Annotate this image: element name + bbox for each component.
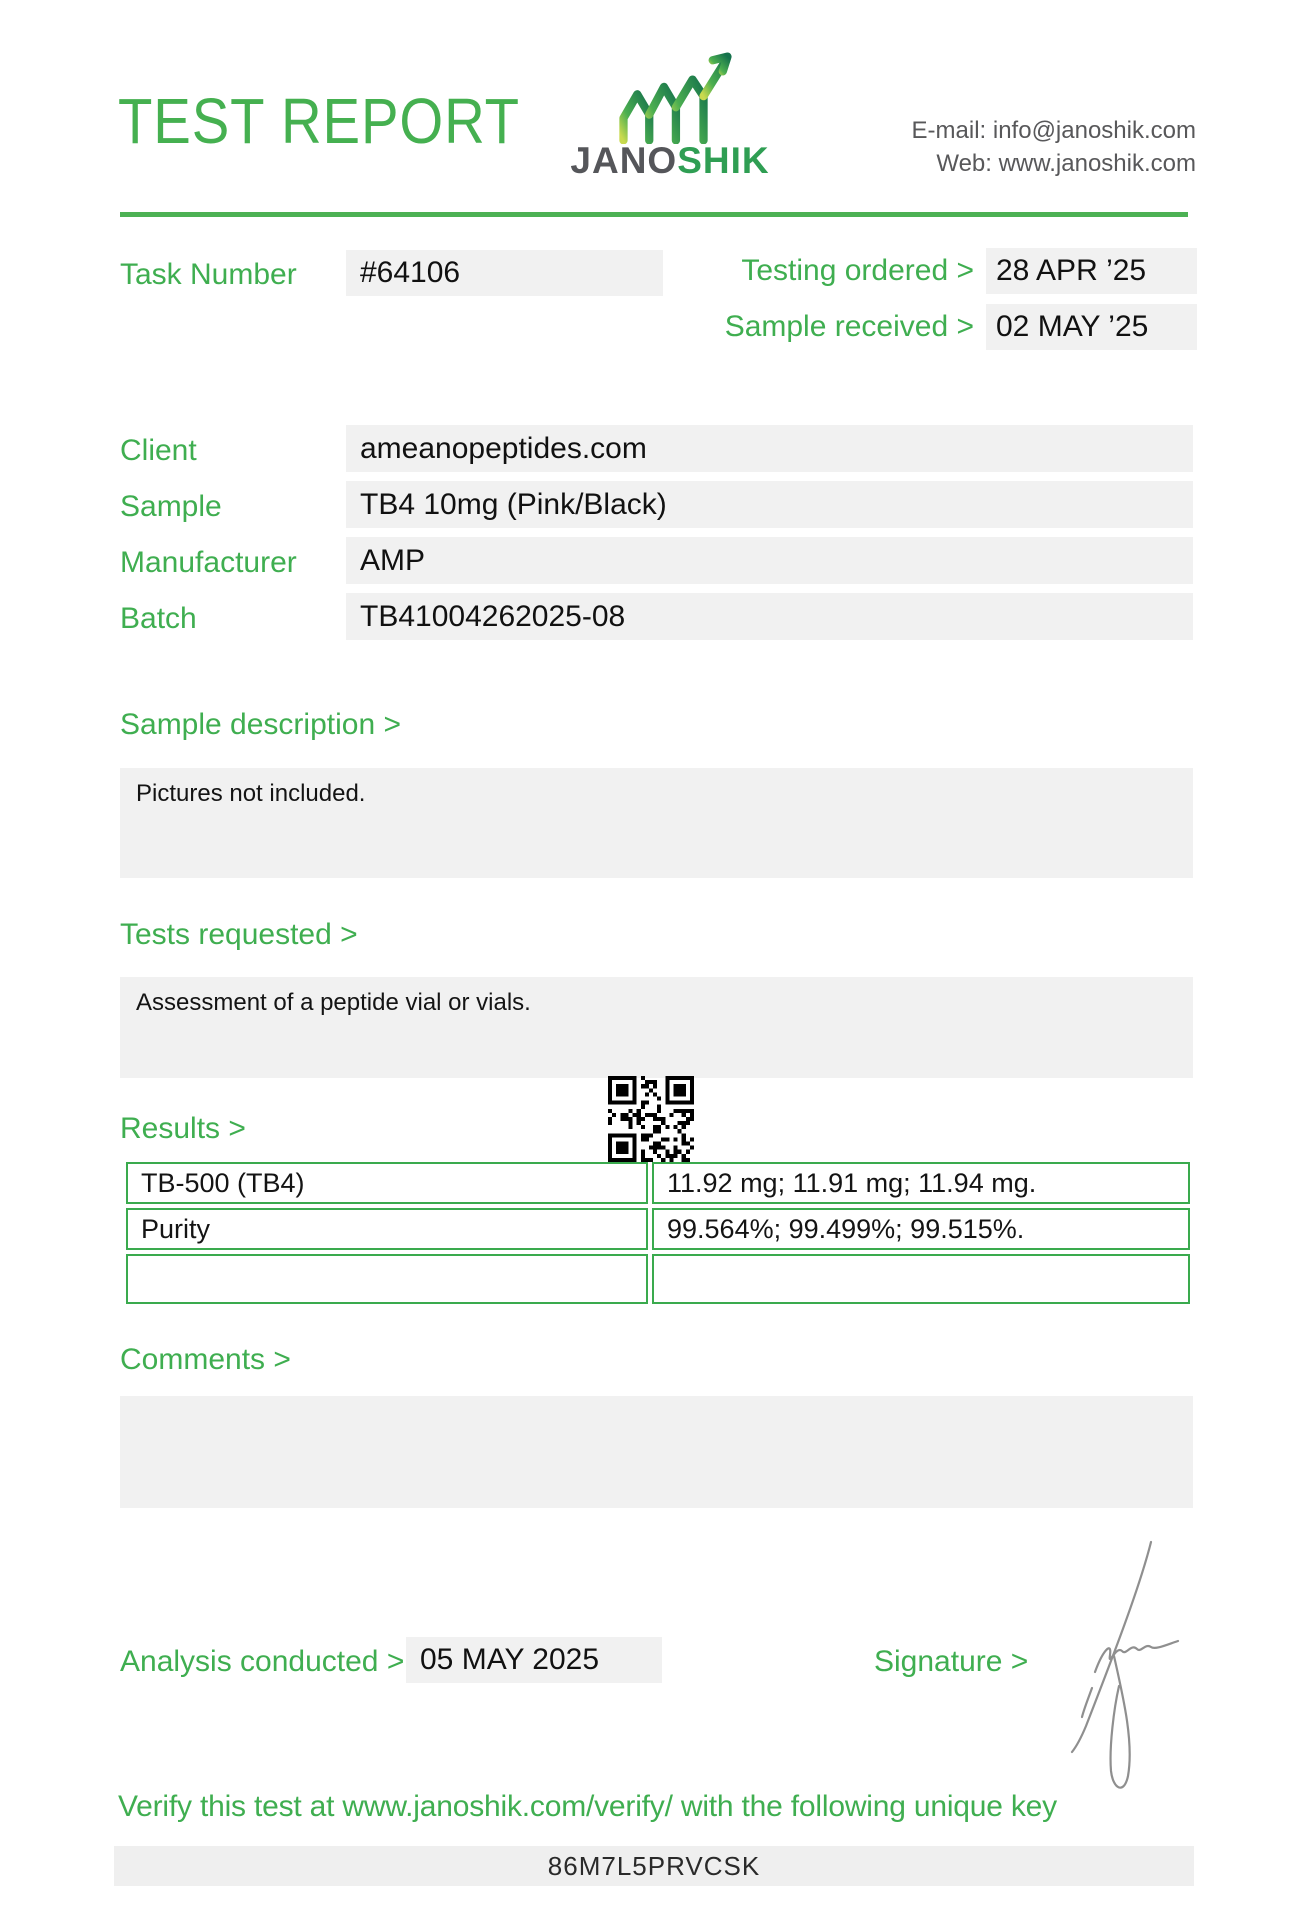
sample-received-label: Sample received > [724,310,974,343]
table-row [126,1162,1190,1204]
testing-ordered-label: Testing ordered > [741,254,974,287]
contact-block [912,114,1196,180]
task-number-value: #64106 [346,250,663,296]
tests-requested-heading: Tests requested > [120,918,358,951]
manufacturer-value: AMP [346,537,1193,584]
batch-label: Batch [120,602,197,635]
testing-ordered-value: 28 APR ’25 [986,248,1197,294]
results-heading: Results > [120,1112,246,1145]
unique-key-value: 86M7L5PRVCSK [114,1846,1194,1886]
header-divider [120,212,1188,217]
qr-code [608,1076,694,1162]
wordmark-suffix: SHIK [677,140,770,181]
result-name: Purity [126,1208,648,1250]
comments-box [120,1396,1193,1508]
result-name: TB-500 (TB4) [126,1162,648,1204]
contact-email: E-mail: info@janoshik.com [911,117,1196,144]
sample-received-row [725,304,1197,350]
table-row [126,1208,1190,1250]
batch-value: TB41004262025-08 [346,593,1193,640]
comments-heading: Comments > [120,1343,291,1376]
result-value: 99.564%; 99.499%; 99.515%. [652,1208,1190,1250]
result-name [126,1254,648,1304]
tests-requested-box: Assessment of a peptide vial or vials. [120,977,1193,1078]
testing-ordered-row [741,248,1197,294]
verify-instruction: Verify this test at www.janoshik.com/verify/ with the following unique key [118,1790,1057,1823]
results-table [122,1158,1194,1308]
result-value [652,1254,1190,1304]
contact-web: Web: www.janoshik.com [936,150,1196,177]
signature-label: Signature > [874,1645,1029,1678]
sample-label: Sample [120,490,222,523]
analysis-conducted-label: Analysis conducted > [120,1645,405,1678]
janoshik-wordmark [570,140,770,182]
analysis-date-value: 05 MAY 2025 [406,1637,662,1683]
sample-description-box: Pictures not included. [120,768,1193,878]
task-number-label: Task Number [120,258,297,291]
signature-image [1048,1538,1198,1798]
sample-description-heading: Sample description > [120,708,401,741]
manufacturer-label: Manufacturer [120,546,297,579]
sample-received-value: 02 MAY ’25 [986,304,1197,350]
result-value: 11.92 mg; 11.91 mg; 11.94 mg. [652,1162,1190,1204]
page-title: TEST REPORT [118,85,520,157]
client-value: ameanopeptides.com [346,425,1193,472]
table-row [126,1254,1190,1304]
janoshik-logo-icon [610,52,740,144]
wordmark-prefix: JANO [570,140,678,181]
client-label: Client [120,434,197,467]
sample-value: TB4 10mg (Pink/Black) [346,481,1193,528]
